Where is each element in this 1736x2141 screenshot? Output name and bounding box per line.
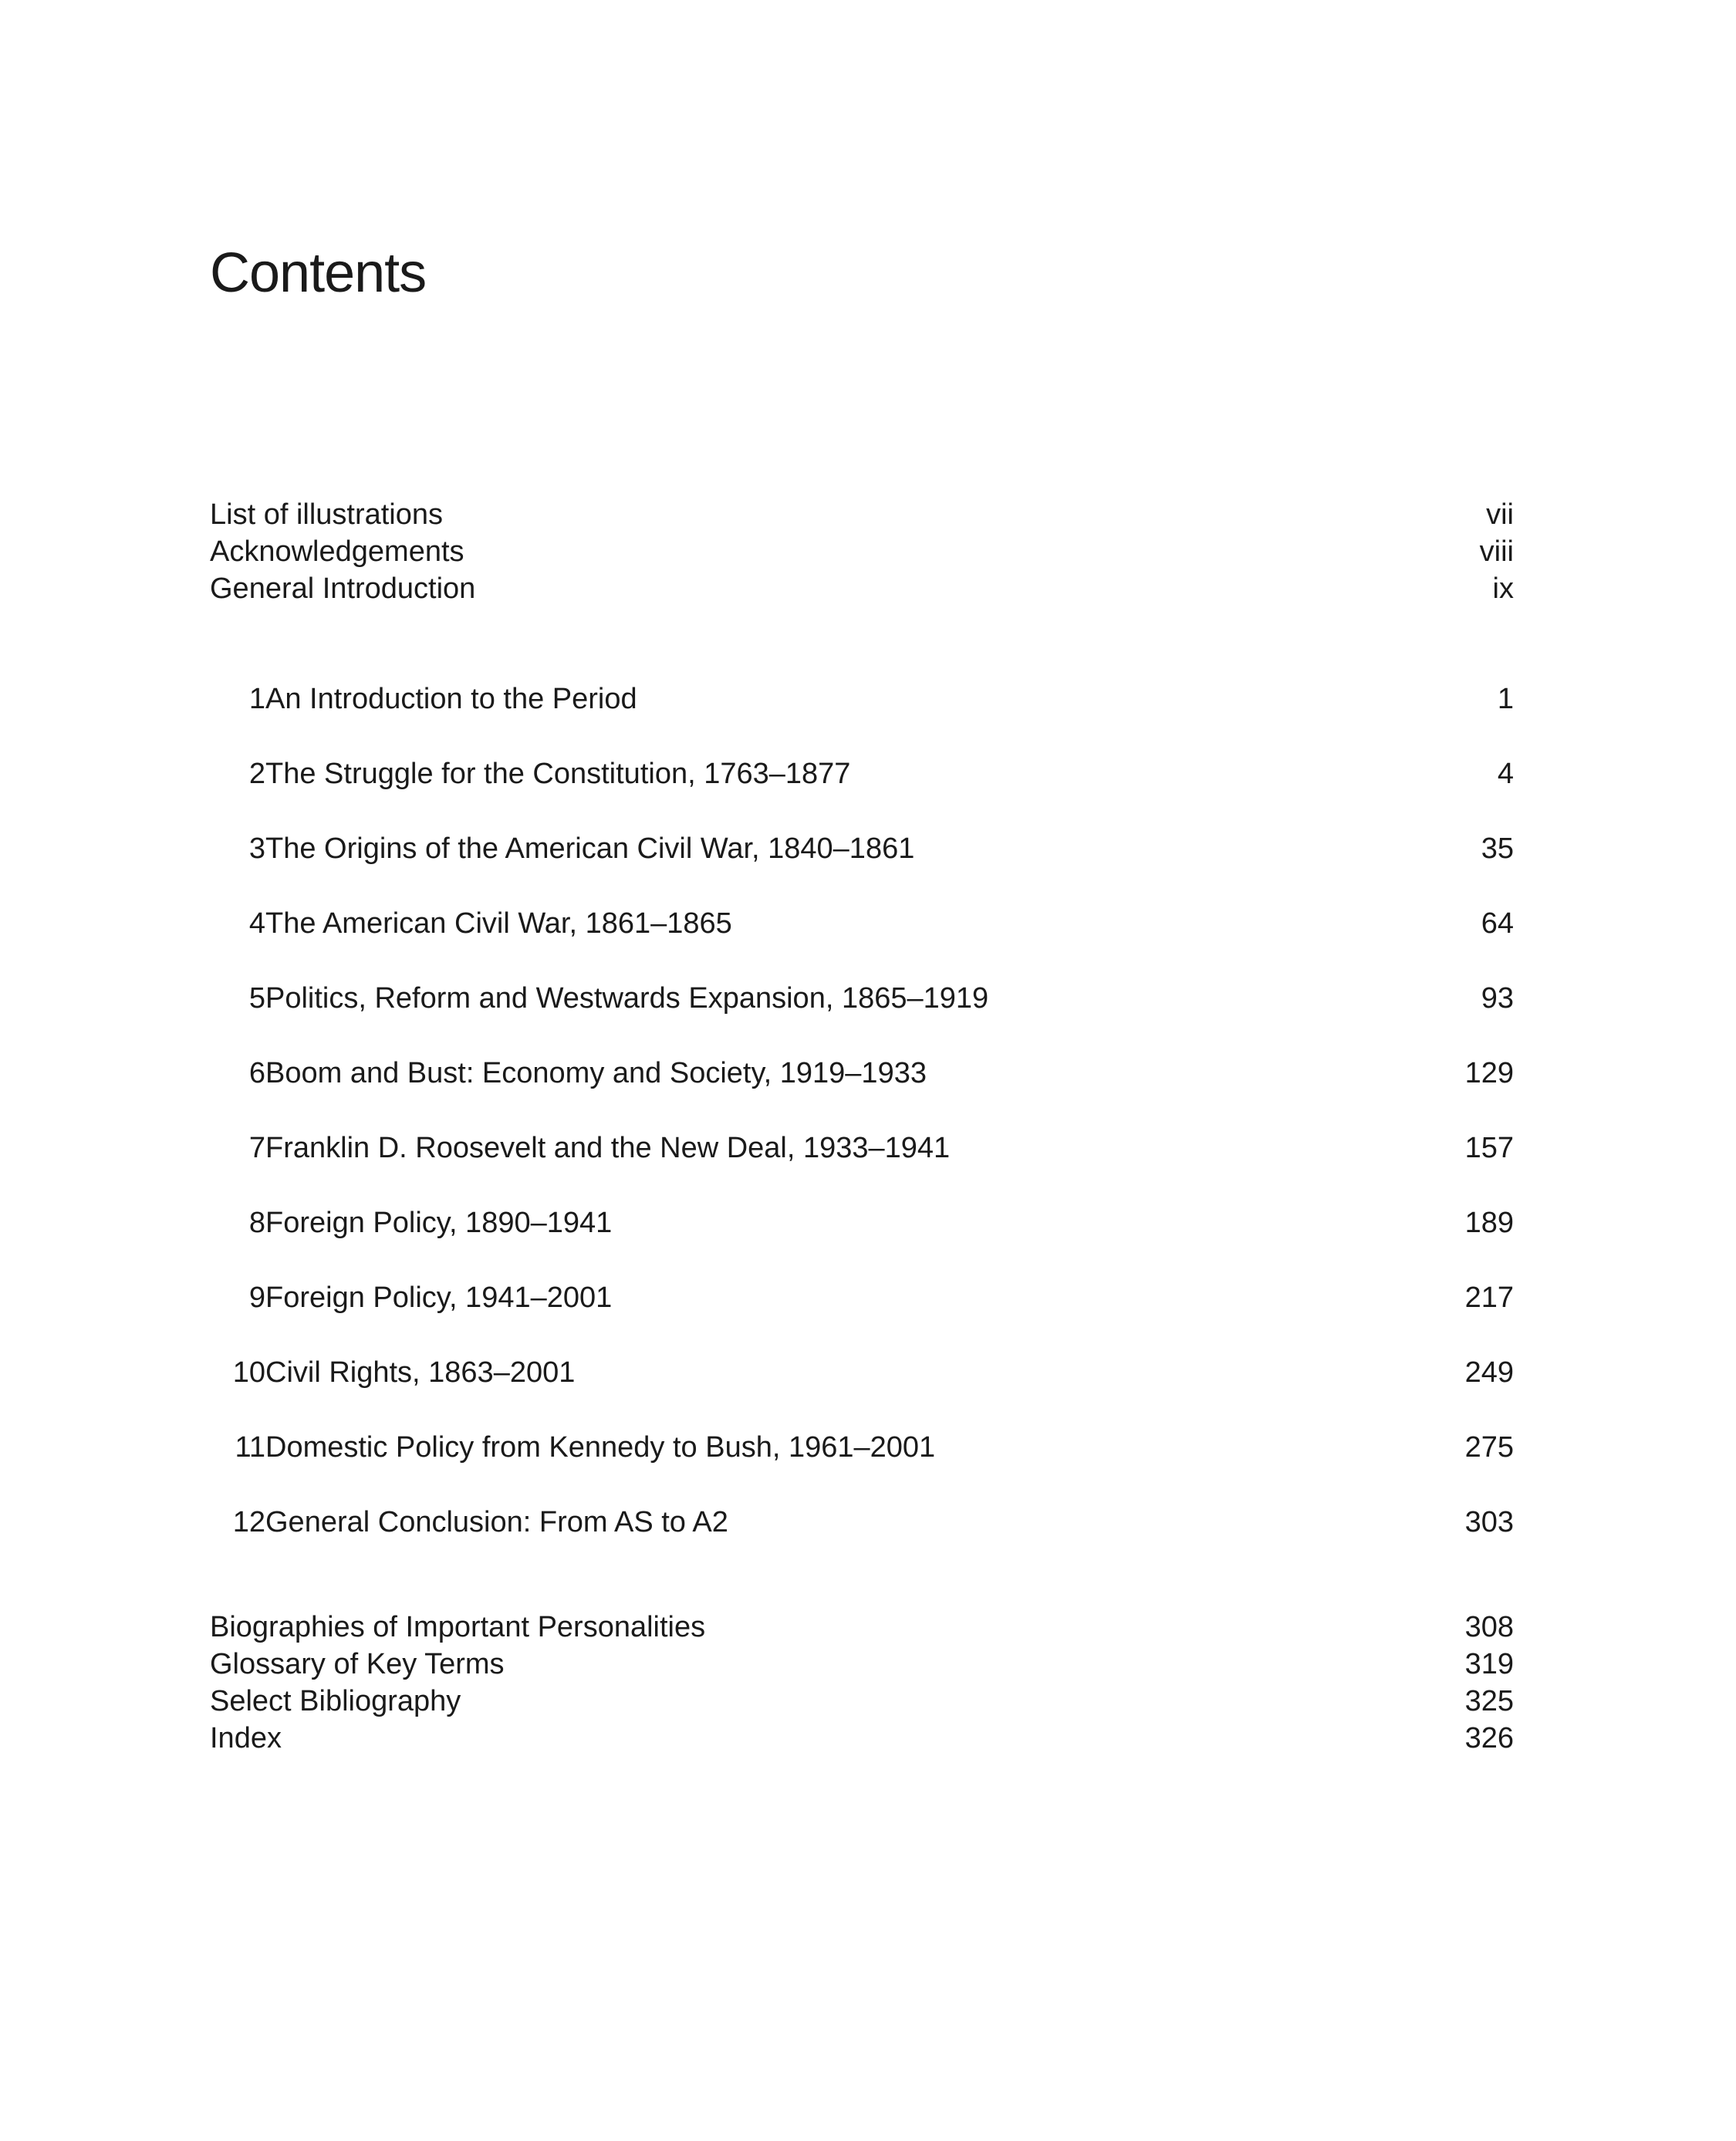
chapter-number-text: 10 [232, 1356, 265, 1389]
chapter-title: Foreign Policy, 1890–1941 [265, 1207, 613, 1239]
chapter-number-text: 3 [248, 832, 265, 865]
toc-entry-label: General Introduction [210, 572, 476, 605]
chapter-entry[interactable] [210, 1354, 1514, 1391]
chapter-number-text: 5 [248, 982, 265, 1015]
chapter-page: 4 [1497, 758, 1514, 790]
toc-entry-page: viii [1479, 535, 1514, 568]
chapter-title: The Struggle for the Constitution, 1763–1877 [265, 758, 851, 790]
chapter-page: 35 [1481, 832, 1514, 865]
chapter-number-text: 4 [248, 907, 265, 940]
chapter-number-text: 2 [248, 758, 265, 790]
chapter-page: 157 [1464, 1132, 1514, 1164]
toc-entry-label: List of illustrations [210, 498, 444, 531]
chapter-number-text: 6 [248, 1057, 265, 1089]
toc-entry[interactable] [210, 1609, 1514, 1646]
toc-entry-page: 319 [1464, 1648, 1514, 1680]
chapter-number [210, 1130, 265, 1167]
toc-entry-page: ix [1492, 572, 1514, 605]
chapter-title: Foreign Policy, 1941–2001 [265, 1282, 613, 1314]
chapter-list [210, 680, 1514, 1579]
chapter-title: Boom and Bust: Economy and Society, 1919–1933 [265, 1057, 927, 1089]
chapter-page: 1 [1497, 683, 1514, 715]
chapter-number [210, 905, 265, 942]
chapter-title: An Introduction to the Period [265, 683, 637, 715]
toc-entry-label: Glossary of Key Terms [210, 1648, 505, 1680]
chapter-number-text: 12 [232, 1506, 265, 1538]
chapter-number [210, 680, 265, 718]
chapter-entry[interactable] [210, 1204, 1514, 1241]
chapter-entry[interactable] [210, 755, 1514, 792]
chapter-entry[interactable] [210, 1279, 1514, 1316]
chapter-entry[interactable] [210, 830, 1514, 867]
toc-entry[interactable] [210, 1683, 1514, 1720]
toc-entry-page: 326 [1464, 1722, 1514, 1754]
toc-entry[interactable] [210, 570, 1514, 607]
chapter-number [210, 755, 265, 792]
toc-entry-label: Index [210, 1722, 282, 1754]
toc-entry-page: 308 [1464, 1611, 1514, 1643]
chapter-entry[interactable] [210, 1429, 1514, 1466]
toc-entry[interactable] [210, 1646, 1514, 1683]
chapter-entry[interactable] [210, 980, 1514, 1017]
back-matter-list [210, 1609, 1514, 1757]
chapter-entry[interactable] [210, 1130, 1514, 1167]
chapter-number [210, 1354, 265, 1391]
chapter-title: General Conclusion: From AS to A2 [265, 1506, 728, 1538]
chapter-number [210, 1504, 265, 1541]
chapter-number-text: 9 [248, 1282, 265, 1314]
chapter-title: Domestic Policy from Kennedy to Bush, 1961–2001 [265, 1431, 936, 1464]
chapter-number [210, 980, 265, 1017]
toc-entry[interactable] [210, 1720, 1514, 1757]
chapter-entry[interactable] [210, 1055, 1514, 1092]
chapter-entry[interactable] [210, 680, 1514, 718]
chapter-title: Politics, Reform and Westwards Expansion, 1865–1919 [265, 982, 989, 1015]
chapter-entry[interactable] [210, 905, 1514, 942]
chapter-title: The Origins of the American Civil War, 1840–1861 [265, 832, 915, 865]
chapter-page: 249 [1464, 1356, 1514, 1389]
chapter-number-text: 7 [248, 1132, 265, 1164]
chapter-page: 303 [1464, 1506, 1514, 1538]
chapter-number-text: 1 [248, 683, 265, 715]
front-matter-list [210, 496, 1514, 607]
toc-entry-page: 325 [1464, 1685, 1514, 1717]
chapter-title: The American Civil War, 1861–1865 [265, 907, 732, 940]
toc-entry-label: Biographies of Important Personalities [210, 1611, 706, 1643]
toc-entry-label: Acknowledgements [210, 535, 464, 568]
chapter-page: 189 [1464, 1207, 1514, 1239]
chapter-page: 217 [1464, 1282, 1514, 1314]
chapter-page: 129 [1464, 1057, 1514, 1089]
page-title: Contents [210, 242, 427, 304]
chapter-number-text: 11 [235, 1431, 265, 1464]
toc-entry[interactable] [210, 533, 1514, 570]
chapter-number-text: 8 [248, 1207, 265, 1239]
toc-entry-label: Select Bibliography [210, 1685, 461, 1717]
chapter-number [210, 1429, 265, 1466]
toc-entry[interactable] [210, 496, 1514, 533]
chapter-page: 93 [1481, 982, 1514, 1015]
chapter-page: 275 [1464, 1431, 1514, 1464]
chapter-page: 64 [1481, 907, 1514, 940]
toc-entry-page: vii [1486, 498, 1514, 531]
chapter-number [210, 830, 265, 867]
chapter-number [210, 1279, 265, 1316]
chapter-title: Civil Rights, 1863–2001 [265, 1356, 576, 1389]
chapter-title: Franklin D. Roosevelt and the New Deal, 1933–1941 [265, 1132, 951, 1164]
chapter-entry[interactable] [210, 1504, 1514, 1541]
chapter-number [210, 1055, 265, 1092]
chapter-number [210, 1204, 265, 1241]
